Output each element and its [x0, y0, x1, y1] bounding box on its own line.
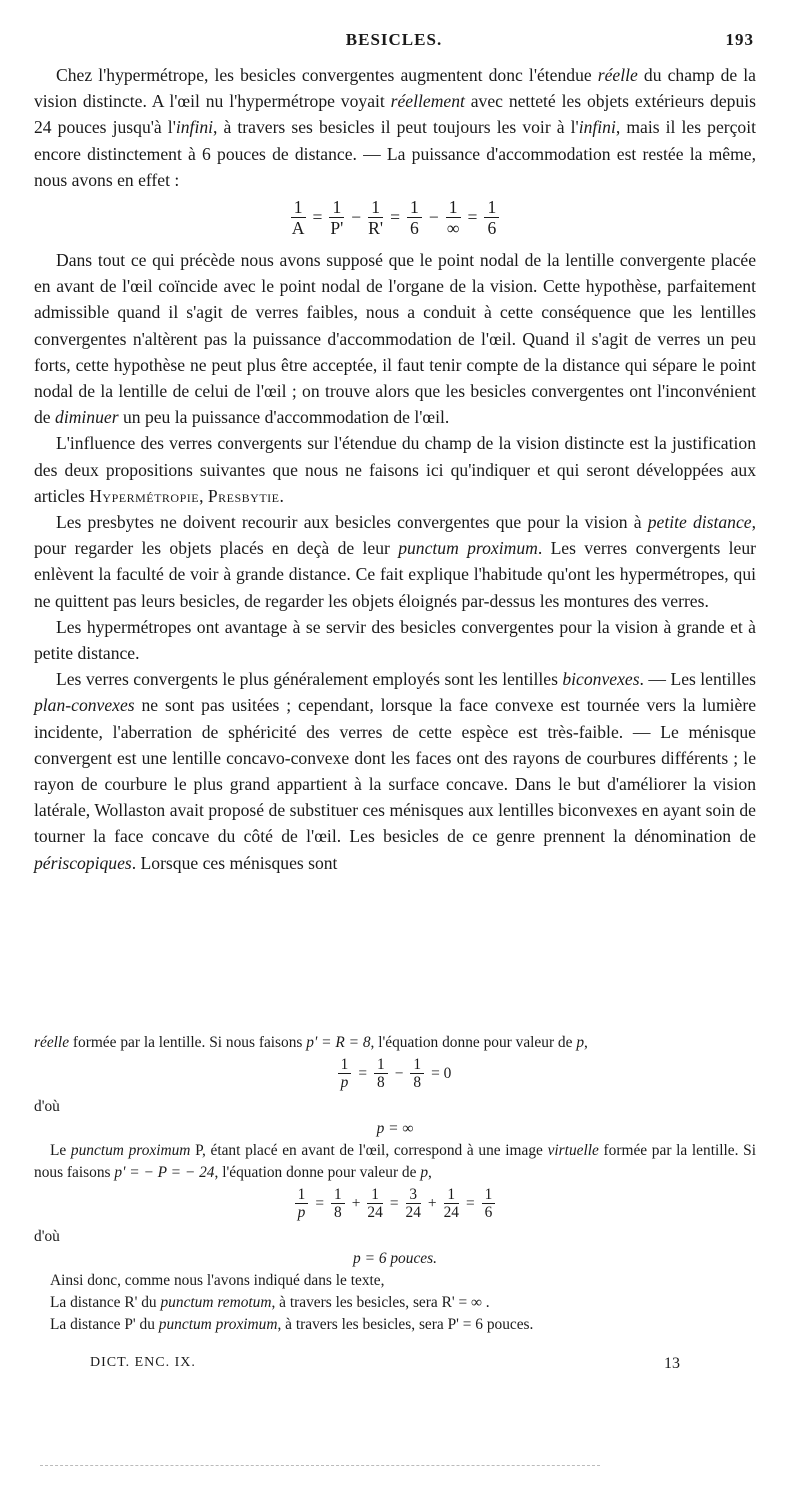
text-run: , à travers les besicles, sera P' = 6 pouces.	[277, 1316, 534, 1333]
italic-run: périscopiques	[34, 852, 132, 873]
fraction	[406, 1186, 421, 1221]
numerator: 1	[444, 1186, 459, 1204]
fraction	[374, 1056, 388, 1091]
denominator: 8	[377, 1074, 385, 1091]
italic-run: infini	[578, 117, 616, 138]
doù-label: d'où	[34, 1098, 60, 1115]
numerator: 1	[367, 1186, 382, 1204]
operator: =	[467, 207, 478, 228]
footnote-line	[34, 1292, 756, 1314]
paragraph-4	[34, 509, 756, 614]
operator: −	[351, 207, 362, 228]
text-run: , l'équation donne pour valeur de	[214, 1164, 421, 1181]
numerator: 1	[329, 197, 344, 218]
text-run: La distance P' du	[50, 1316, 159, 1333]
italic-run: p' = − P = − 24	[114, 1164, 215, 1181]
text-run: ,	[584, 1034, 588, 1051]
footnote-block	[34, 1032, 756, 1336]
footnote-line	[34, 1032, 756, 1054]
numerator: 1	[446, 197, 461, 218]
text-run: . Les verres convergents leur enlèvent la faculté de voir à grande distance. Ce fait explique l'habitude qu'ont les hypermétropes, qui ne quittent pas leurs besicles, de regarder les objets éloignés par-dessus les montures des verres.	[34, 538, 756, 611]
operator: =	[312, 207, 323, 228]
paragraph-2	[34, 247, 756, 430]
italic-run: virtuelle	[547, 1142, 599, 1159]
paragraph-6	[34, 666, 756, 876]
formula-accommodation	[34, 197, 756, 241]
denominator: 24	[443, 1204, 459, 1221]
numerator: 1	[484, 197, 499, 218]
italic-run: infini	[175, 117, 214, 138]
footnote-equation-2	[34, 1186, 756, 1224]
fraction	[410, 1056, 424, 1091]
paragraph-1	[34, 62, 756, 193]
page-number: 193	[725, 30, 754, 49]
running-title: BESICLES.	[345, 30, 443, 49]
numerator: 1	[410, 1056, 424, 1074]
operator: =	[465, 1194, 475, 1212]
signature-mark: DICT. ENC. IX.	[90, 1355, 196, 1370]
text-run: un peu la puissance d'accommodation de l'œil.	[118, 407, 450, 428]
fraction	[484, 197, 499, 238]
text-run: formée par la lentille. Si nous faisons	[69, 1034, 307, 1051]
footnote-line	[34, 1140, 756, 1184]
text-run: Chez l'hypermétrope, les besicles convergentes augmentent donc l'étendue	[56, 65, 598, 85]
main-text	[34, 62, 756, 876]
text-run: , pour regarder les objets placés en deçà de leur	[34, 512, 756, 559]
footnote-line	[34, 1314, 756, 1336]
fraction	[482, 1186, 496, 1221]
denominator: 6	[484, 1204, 493, 1221]
result-1: p = ∞	[376, 1120, 414, 1137]
text-run: formée par la lentille. Si nous faisons	[34, 1142, 756, 1181]
text-run: , l'équation donne pour valeur de	[370, 1034, 577, 1051]
denominator: 6	[410, 218, 419, 239]
fraction	[368, 197, 383, 238]
text-run: . — Les lentilles	[639, 669, 756, 690]
denominator: 24	[405, 1204, 421, 1221]
italic-run: punctum proximum	[398, 538, 538, 559]
footnote-line: Ainsi donc, comme nous l'avons indiqué dans le texte,	[50, 1272, 385, 1289]
numerator: 1	[407, 197, 422, 218]
text-run: , à travers les besicles, sera R' = ∞ .	[271, 1294, 490, 1311]
italic-run: réelle	[34, 1034, 70, 1051]
small-caps-run: Hypermétropie	[89, 485, 200, 506]
italic-run: punctum remotum	[160, 1294, 272, 1311]
operator: +	[351, 1194, 361, 1212]
fraction	[444, 1186, 459, 1221]
text-run: ,	[199, 485, 208, 506]
operator: −	[428, 207, 439, 228]
text-run: ,	[428, 1164, 432, 1181]
numerator: 1	[295, 1186, 309, 1204]
denominator: 8	[413, 1074, 422, 1091]
denominator: 6	[487, 218, 497, 239]
text-run: . Lorsque ces ménisques sont	[131, 852, 338, 873]
text-run: Les verres convergents le plus généralement employés sont les lentilles	[56, 669, 563, 690]
fraction	[338, 1056, 352, 1091]
numerator: 1	[331, 1186, 345, 1204]
numerator: 1	[291, 197, 306, 218]
denominator: p	[340, 1074, 349, 1091]
denominator: R'	[368, 218, 384, 239]
numerator: 1	[368, 197, 383, 218]
fraction	[329, 197, 344, 238]
operator: −	[394, 1064, 404, 1082]
small-caps-run: Presbytie	[207, 485, 280, 506]
text-run: , mais il les perçoit encore distinctement à 6 pouces de distance. — La puissance d'accommodation est restée la même, nous avons en effet :	[34, 117, 757, 190]
numerator: 1	[374, 1056, 388, 1074]
denominator: P'	[330, 218, 344, 239]
text-run: L'influence des verres convergents sur l'étendue du champ de la vision distincte est la justification des deux propositions suivantes que nous ne faisons ici qu'indiquer et qui seront développées aux articles	[34, 433, 756, 506]
running-header	[34, 30, 754, 54]
denominator: ∞	[446, 218, 460, 239]
italic-run: réelle	[597, 65, 638, 85]
operator: =	[390, 207, 401, 228]
numerator: 1	[482, 1186, 496, 1204]
fraction	[367, 1186, 382, 1221]
text-run: P, étant placé en avant de l'œil, correspond à une image	[190, 1142, 548, 1159]
italic-run: p	[420, 1164, 429, 1181]
italic-run: plan-convexes	[34, 695, 135, 716]
fraction	[446, 197, 461, 238]
signature-number: 13	[664, 1355, 680, 1372]
numerator: 3	[406, 1186, 421, 1204]
operator: =	[389, 1194, 399, 1212]
denominator: 8	[334, 1204, 342, 1221]
denominator: 24	[367, 1204, 383, 1221]
operator: = 0	[431, 1064, 452, 1082]
text-run: Le	[50, 1142, 71, 1159]
operator: =	[358, 1064, 368, 1082]
italic-run: punctum proximum	[70, 1142, 191, 1159]
fraction	[407, 197, 422, 238]
operator: +	[427, 1194, 437, 1212]
text-run: du champ de la vision distincte. A l'œil nu l'hypermétrope voyait	[34, 65, 756, 112]
operator: =	[315, 1194, 325, 1212]
denominator: p	[297, 1204, 306, 1221]
text-run: La distance R' du	[50, 1294, 161, 1311]
italic-run: p' = R = 8	[306, 1034, 371, 1051]
fraction	[291, 197, 306, 238]
paragraph-5: Les hypermétropes ont avantage à se servir des besicles convergentes pour la vision à grande et à petite distance.	[34, 616, 756, 664]
italic-run: biconvexes	[562, 669, 640, 690]
doù-label: d'où	[34, 1228, 60, 1245]
italic-run: p	[576, 1034, 585, 1051]
result-2: p = 6 pouces.	[353, 1250, 437, 1267]
italic-run: punctum proximum	[158, 1316, 278, 1333]
text-run: Les presbytes ne doivent recourir aux besicles convergentes que pour la vision à	[56, 512, 648, 533]
page-edge-divider	[40, 1465, 600, 1466]
denominator: A	[291, 218, 305, 239]
italic-run: diminuer	[55, 407, 119, 428]
fraction	[331, 1186, 345, 1221]
italic-run: petite distance	[647, 512, 752, 533]
footnote-equation-1	[34, 1056, 756, 1094]
italic-run: réellement	[390, 91, 465, 112]
text-run: , à travers ses besicles il peut toujours les voir à l'	[213, 117, 579, 138]
paragraph-3	[34, 430, 756, 509]
text-run: .	[279, 485, 284, 506]
numerator: 1	[338, 1056, 352, 1074]
fraction	[295, 1186, 309, 1221]
text-run: avec netteté les objets extérieurs depuis 24 pouces jusqu'à l'	[34, 91, 756, 138]
text-run: ne sont pas usitées ; cependant, lorsque la face convexe est tournée vers la lumière incidente, l'aberration de sphéricité des verres de cette espèce est très-faible. — Le ménisque convergent est une lentille concavo-convexe dont les faces ont des rayons de courbures différents ; le rayon de courbure le plus grand appartient à la surface concave. Dans le but d'améliorer la vision latérale, Wollaston avait proposé de substituer ces ménisques aux lentilles biconvexes en ayant soin de tourner la face concave du côté de l'œil. Les besicles de ce genre prennent la dénomination de	[34, 695, 756, 847]
text-run: Dans tout ce qui précède nous avons supposé que le point nodal de la lentille convergente placée en avant de l'œil coïncide avec le point nodal de l'organe de la vision. Cette hypothèse, parfaitement admissible quand il s'agit de verres faibles, nous a conduit à cette conséquence que les lentilles convergentes n'altèrent pas la puissance d'accommodation de l'œil. Quand il s'agit de verres un peu forts, cette hypothèse ne peut plus être acceptée, il faut tenir compte de la distance qui sépare le point nodal de la lentille de celui de l'œil ; on trouve alors que les besicles convergentes ont l'inconvénient de	[34, 250, 756, 428]
